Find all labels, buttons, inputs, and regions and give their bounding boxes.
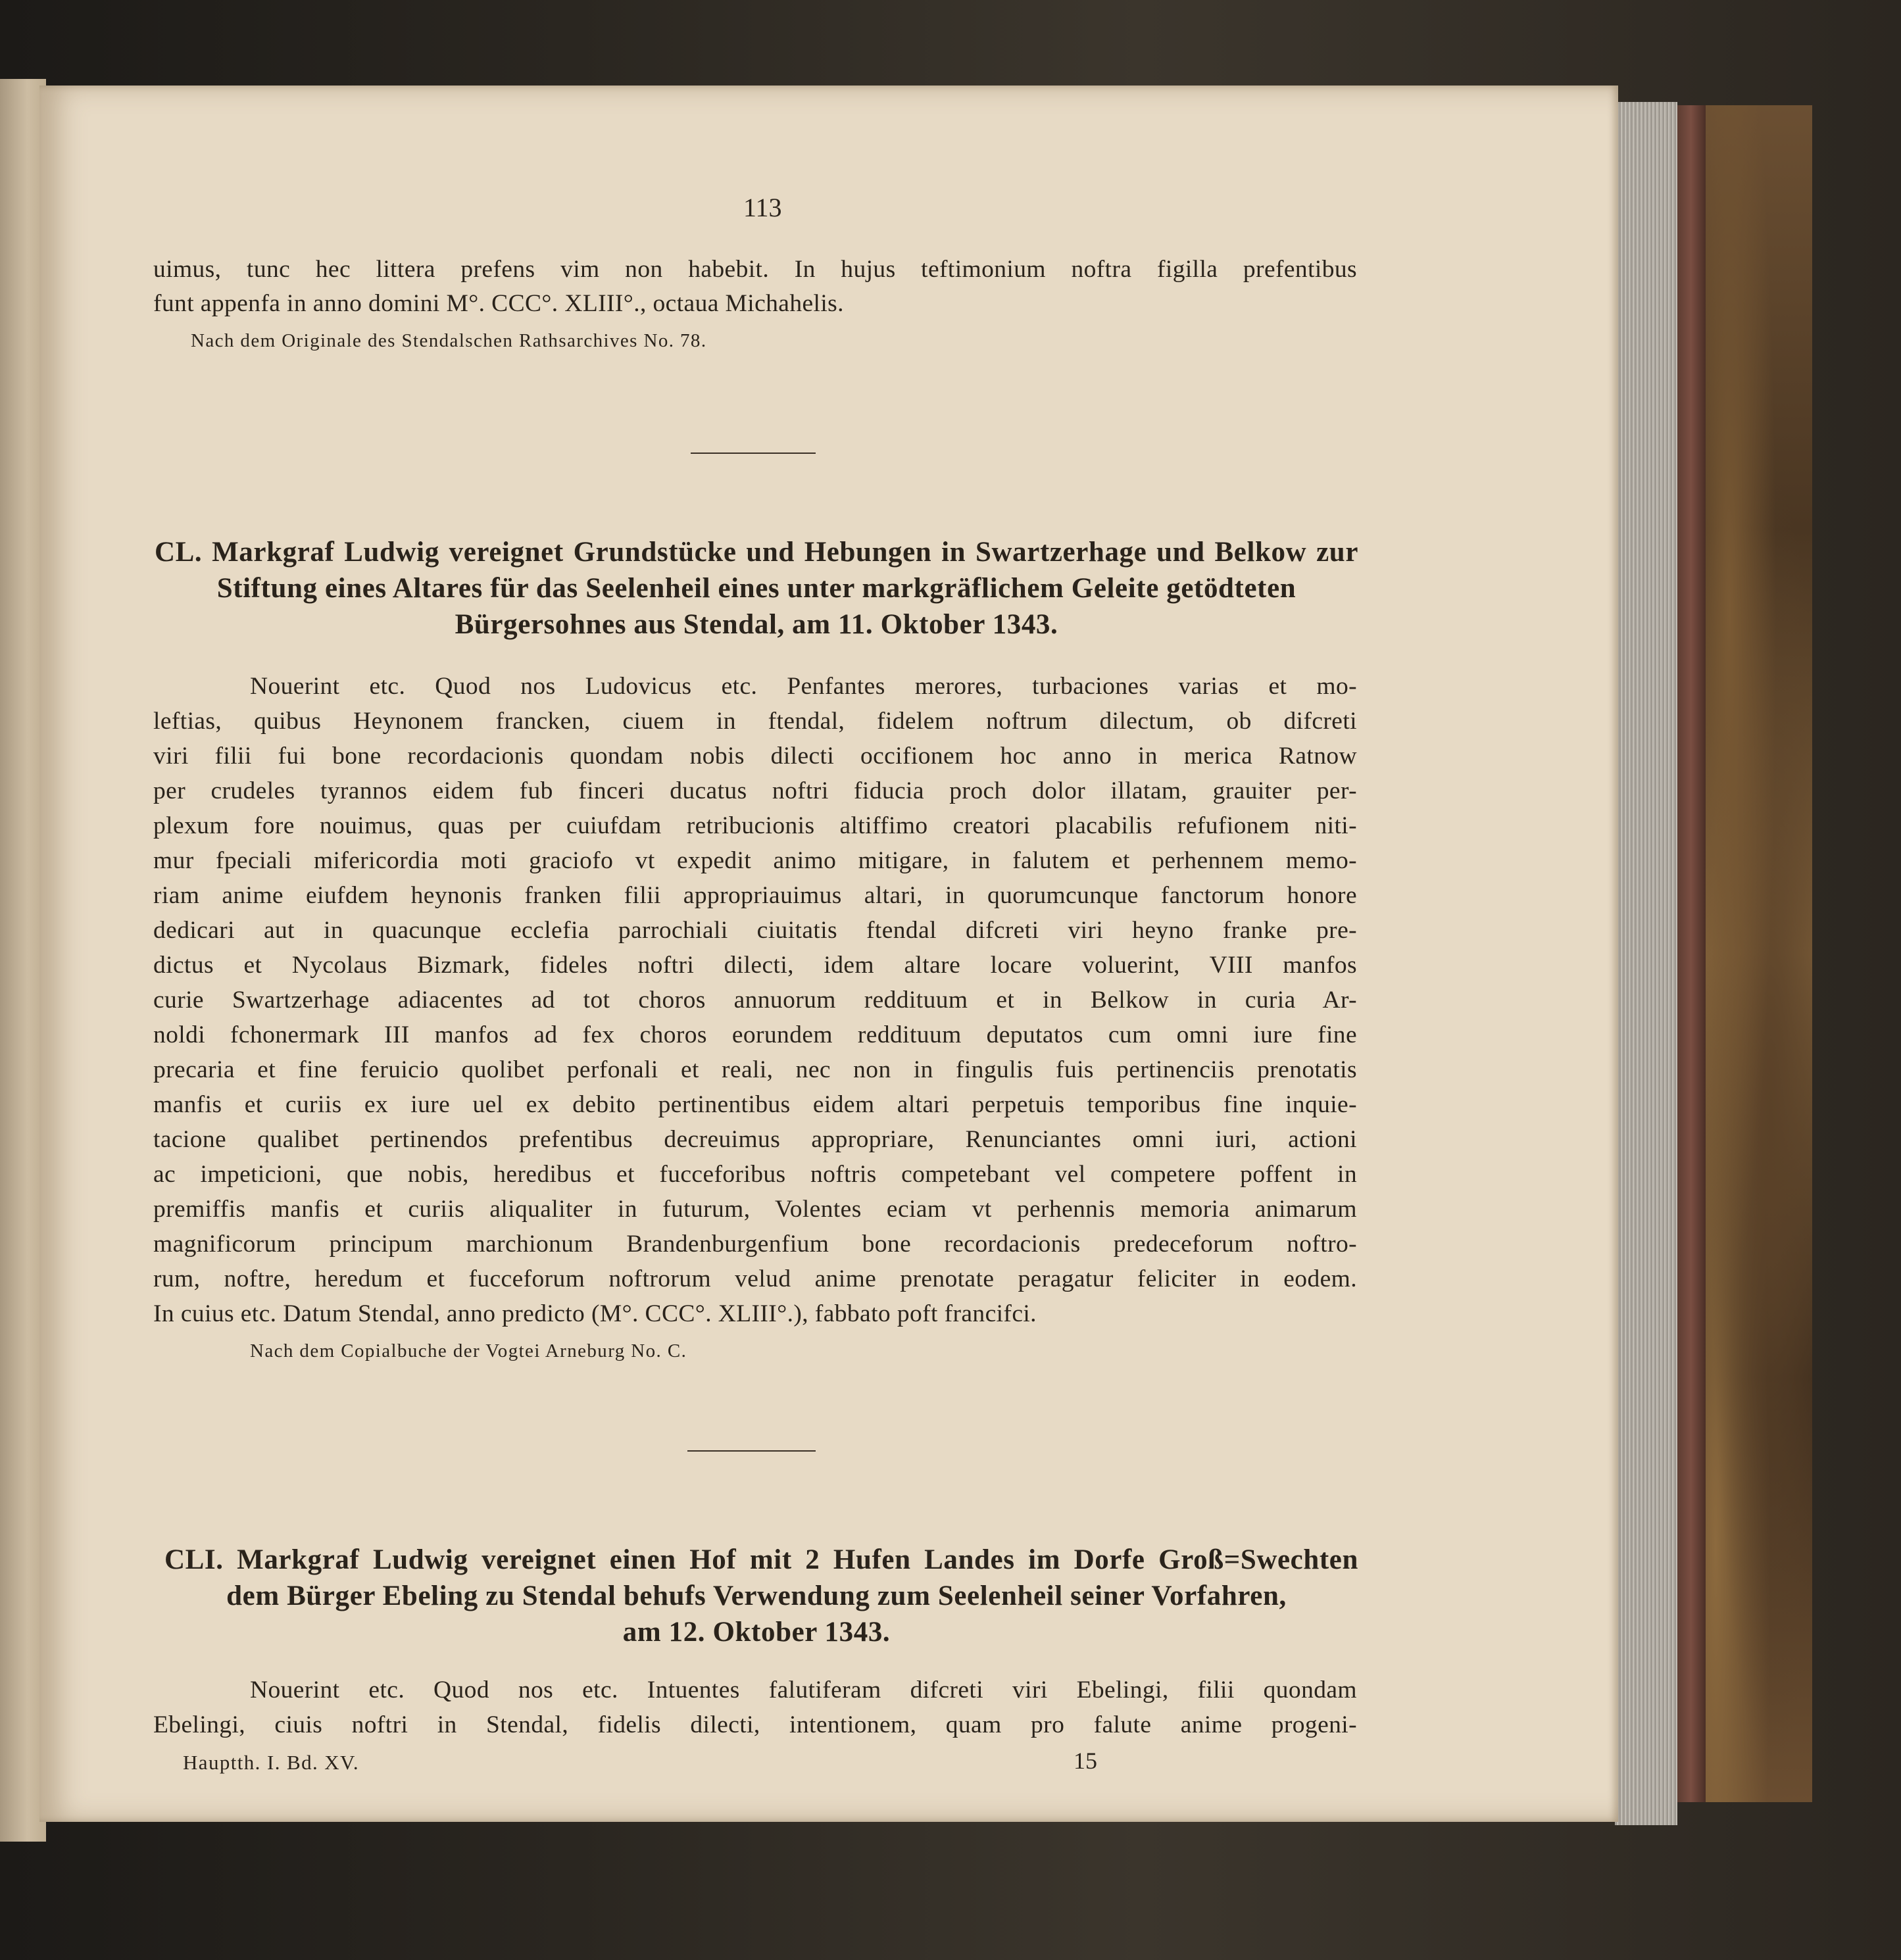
document-heading-line: Bürgersohnes aus Stendal, am 11. Oktober 1343.: [455, 609, 1058, 640]
signature-mark: Hauptth. I. Bd. XV.: [183, 1751, 360, 1774]
text-line: premiffis manfis et curiis aliqualiter in futurum, Volentes eciam vt perhennis memoria animarum: [153, 1196, 1357, 1223]
source-note: Nach dem Copialbuche der Vogtei Arneburg No. C.: [250, 1340, 687, 1361]
text-line: precaria et fine feruicio quolibet perfonali et reali, nec non in fingulis fuis pertinenciis prenotatis: [153, 1056, 1357, 1083]
section-divider: [691, 453, 816, 454]
text-line: funt appenfa in anno domini M°. CCC°. XLIII°., octaua Michahelis.: [153, 290, 844, 317]
document-heading-line: CL. Markgraf Ludwig vereignet Grundstücke und Hebungen in Swartzerhage und Belkow zur: [155, 537, 1358, 568]
sheet-number: 15: [1074, 1748, 1097, 1774]
text-line: Ebelingi, ciuis noftri in Stendal, fidelis dilecti, intentionem, quam pro falute anime progeni-: [153, 1711, 1357, 1738]
source-note: Nach dem Originale des Stendalschen Rathsarchives No. 78.: [191, 330, 707, 351]
document-heading-line: dem Bürger Ebeling zu Stendal behufs Verwendung zum Seelenheil seiner Vorfahren,: [226, 1580, 1287, 1611]
text-line: noldi fchonermark III manfos ad fex choros eorundem reddituum deputatos cum omni iure fine: [153, 1021, 1357, 1048]
text-line: manfis et curiis ex iure uel ex debito pertinentibus eidem altari perpetuis temporibus fine inquie-: [153, 1091, 1357, 1118]
text-line: dedicari aut in quacunque ecclefia parrochiali ciuitatis ftendal difcreti viri heyno franke pre-: [153, 917, 1357, 944]
section-divider: [687, 1450, 816, 1452]
page-number: 113: [743, 193, 782, 222]
text-line: mur fpeciali mifericordia moti graciofo vt expedit animo mitigare, in falutem et perhennem memo-: [153, 847, 1357, 874]
text-line: riam anime eiufdem heynonis franken filii appropriauimus altari, in quorumcunque fanctorum honore: [153, 882, 1357, 909]
text-line: viri filii fui bone recordacionis quondam nobis dilecti occifionem hoc anno in merica Ratnow: [153, 743, 1357, 770]
text-line: plexum fore nouimus, quas per cuiufdam retribucionis altiffimo creatori placabilis refufionem niti-: [153, 812, 1357, 839]
text-line: magnificorum principum marchionum Brandenburgenfium bone recordacionis predeceforum noftro-: [153, 1231, 1357, 1258]
text-line: tacione qualibet pertinendos prefentibus decreuimus appropriare, Renunciantes omni iuri, actioni: [153, 1126, 1357, 1153]
text-line: Nouerint etc. Quod nos etc. Intuentes falutiferam difcreti viri Ebelingi, filii quondam: [250, 1677, 1357, 1703]
text-line: rum, noftre, heredum et fucceforum noftrorum velud anime prenotate peragatur feliciter in eodem.: [153, 1265, 1357, 1292]
text-line: In cuius etc. Datum Stendal, anno predicto (M°. CCC°. XLIII°.), fabbato poft francifci.: [153, 1300, 1037, 1327]
text-line: curie Swartzerhage adiacentes ad tot choros annuorum reddituum et in Belkow in curia Ar-: [153, 987, 1357, 1014]
text-line: per crudeles tyrannos eidem fub finceri ducatus noftri fiducia proch dolor illatam, grauiter per-: [153, 777, 1357, 804]
document-heading-line: Stiftung eines Altares für das Seelenheil eines unter markgräflichem Geleite getödteten: [216, 573, 1296, 604]
text-line: uimus, tunc hec littera prefens vim non habebit. In hujus teftimonium noftra figilla prefentibus: [153, 256, 1357, 283]
text-line: Nouerint etc. Quod nos Ludovicus etc. Penfantes merores, turbaciones varias et mo-: [250, 673, 1357, 700]
document-heading-line: am 12. Oktober 1343.: [622, 1617, 891, 1648]
text-line: leftias, quibus Heynonem francken, ciuem in ftendal, fidelem noftrum dilectum, ob difcreti: [153, 708, 1357, 735]
document-heading-line: CLI. Markgraf Ludwig vereignet einen Hof mit 2 Hufen Landes im Dorfe Groß=Swechten: [164, 1544, 1358, 1575]
text-line: ac impeticioni, que nobis, heredibus et fucceforibus noftris competebant vel competere poffent in: [153, 1161, 1357, 1188]
book-cover-spine-edge: [1676, 105, 1706, 1802]
text-line: dictus et Nycolaus Bizmark, fideles noftri dilecti, idem altare locare voluerint, VIII manfos: [153, 952, 1357, 979]
page-block-edges: [1615, 102, 1677, 1825]
